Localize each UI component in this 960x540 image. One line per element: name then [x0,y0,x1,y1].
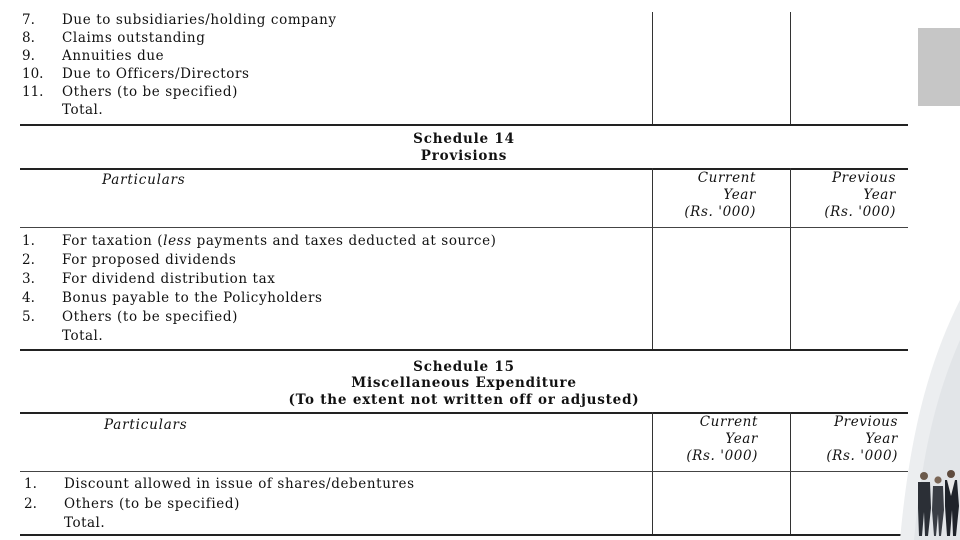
list-item: Claims outstanding [62,30,206,46]
current-year-unit: (Rs. '000) [684,204,756,220]
item-number: 7. [22,12,35,28]
schedule-15-title: Schedule 15 [413,359,515,375]
current-year-label: Current [697,170,756,186]
item-number: 1. [22,233,35,249]
previous-year-header [798,170,896,221]
total-label: Total. [62,328,104,344]
particulars-header: Particulars [102,172,186,188]
table-rule [20,124,908,126]
item-number: 2. [22,252,35,268]
table-rule [20,349,908,351]
business-people-image [914,466,960,536]
previous-year-unit: (Rs. '000) [826,448,898,464]
list-item: For proposed dividends [62,252,237,268]
particulars-header: Particulars [104,417,188,433]
column-divider [652,12,653,124]
list-item: Annuities due [62,48,165,64]
previous-year-label: Previous [831,170,896,186]
item-number: 8. [22,30,35,46]
previous-year-unit: (Rs. '000) [824,204,896,220]
current-year-header [660,170,756,221]
table-rule [20,412,908,414]
decorative-gray-block [918,28,960,106]
list-item-emphasis: less [163,233,192,249]
previous-year-label: Previous [833,414,898,430]
table-rule [20,534,908,536]
list-item: Bonus payable to the Policyholders [62,290,323,306]
list-item-text: For taxation ( [62,233,164,249]
list-item: For dividend distribution tax [62,271,276,287]
list-item: Due to subsidiaries/holding company [62,12,337,28]
current-year-year: Year [723,187,756,203]
list-item: Others (to be specified) [62,309,238,325]
schedule-14-title: Schedule 14 [413,131,515,147]
item-number: 3. [22,271,35,287]
schedule-14-subtitle: Provisions [420,148,508,164]
previous-year-year: Year [863,187,896,203]
list-item: Due to Officers/Directors [62,66,250,82]
item-number: 4. [22,290,35,306]
total-label: Total. [64,515,106,531]
item-number: 1. [24,476,37,492]
table-rule [20,168,908,170]
column-divider [790,168,791,350]
total-label: Total. [62,102,104,118]
column-divider [652,412,653,534]
table-rule [20,471,908,472]
item-number: 5. [22,309,35,325]
previous-year-year: Year [865,431,898,447]
schedule-15-subtitle: Miscellaneous Expenditure [351,375,577,391]
list-item [62,233,497,249]
list-item: Discount allowed in issue of shares/debentures [64,476,415,492]
column-divider [652,168,653,350]
list-item: Others (to be specified) [64,496,240,512]
item-number: 10. [22,66,44,82]
list-item-text: payments and taxes deducted at source) [191,233,497,249]
item-number: 11. [22,84,44,100]
list-item: Others (to be specified) [62,84,238,100]
current-year-header [660,414,758,465]
current-year-year: Year [725,431,758,447]
current-year-label: Current [699,414,758,430]
item-number: 2. [24,496,37,512]
column-divider [790,12,791,124]
table-rule [20,227,908,228]
current-year-unit: (Rs. '000) [686,448,758,464]
column-divider [790,412,791,534]
schedule-15-subtitle-2: (To the extent not written off or adjusted) [288,392,640,408]
previous-year-header [800,414,898,465]
item-number: 9. [22,48,35,64]
